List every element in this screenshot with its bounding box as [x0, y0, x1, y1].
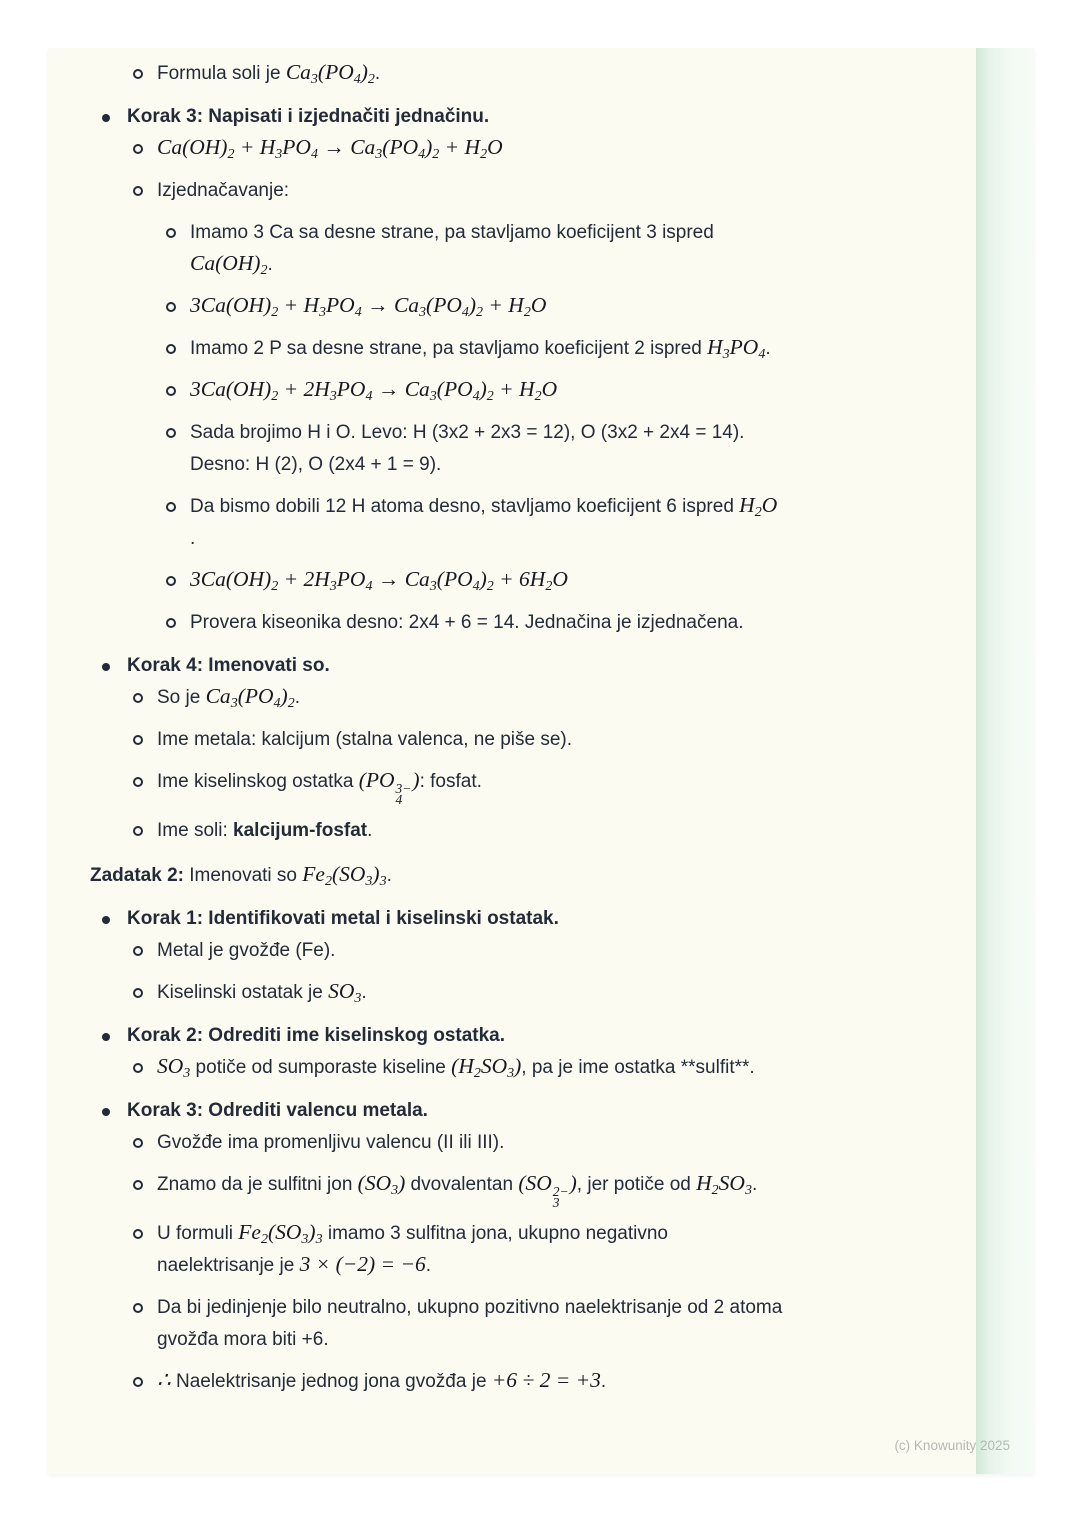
math-formula: $(H_2SO_3)$ [451, 1054, 522, 1081]
math-formula: $Fe_2(SO_3)_3$ [238, 1220, 323, 1247]
circle-bullet-icon [166, 502, 176, 512]
bold-text-run: Korak 4: Imenovati so. [127, 655, 330, 676]
stacked-sup-sub: 2− 3 [552, 1184, 569, 1210]
list-item-level-1 [48, 1020, 976, 1052]
list-item-level-3 [48, 217, 976, 281]
math-formula: $(SO_3)$ [357, 1171, 406, 1198]
math-formula: $Ca(OH)_2 + H_3PO_4 \to Ca_3(PO_4)_2 + H_2O$ [157, 135, 503, 162]
list-item-level-3 [48, 291, 976, 323]
list-item-level-1 [48, 1095, 976, 1127]
list-item-level-2 [48, 1169, 976, 1208]
list-item-level-3 [48, 333, 976, 365]
text-run: Znamo da je sulfitni jon [157, 1174, 358, 1195]
list-item-level-2 [48, 977, 976, 1009]
bullet-icon [102, 114, 110, 122]
list-item-level-2 [48, 133, 976, 165]
circle-bullet-icon [166, 618, 176, 628]
circle-bullet-icon [166, 228, 176, 238]
circle-bullet-icon [166, 344, 176, 354]
circle-bullet-icon [133, 1063, 143, 1073]
list-item-level-3 [48, 375, 976, 407]
math-formula: $H_2SO_3$ [696, 1171, 752, 1198]
circle-bullet-icon [133, 735, 143, 745]
text-run: . [361, 982, 367, 1003]
text-run: Ime kiselinskog ostatka [157, 771, 359, 792]
text-run: Kiselinski ostatak je [157, 982, 329, 1003]
text-run: . [751, 1174, 758, 1195]
text-run: Da bi jedinjenje bilo neutralno, ukupno pozitivno naelektrisanje od 2 atoma [157, 1297, 783, 1318]
math-formula: $Fe_2(SO_3)_3$ [302, 862, 387, 889]
text-run: Gvožđe ima promenljivu valencu (II ili III). [157, 1132, 505, 1153]
watermark-text: (c) Knowunity 2025 [894, 1438, 1010, 1453]
math-formula: ∴ [157, 1368, 171, 1392]
circle-bullet-icon [133, 1180, 143, 1190]
list-item-level-3 [48, 607, 976, 639]
page-accent-strip [976, 48, 1034, 1474]
text-run: potiče od sumporaste kiseline [190, 1057, 452, 1078]
text-run: Imenovati so [183, 865, 303, 886]
list-item-level-2 [48, 1052, 976, 1084]
text-run: , jer potiče od [576, 1174, 697, 1195]
bullet-icon [102, 916, 110, 924]
math-formula: $Ca(OH)_2$ [190, 251, 268, 278]
bullet-icon [102, 1108, 110, 1116]
text-run: . [386, 865, 392, 886]
math-formula: $Ca_3(PO_4)_2$ [285, 60, 375, 87]
text-run: Naelektrisanje jednog jona gvožđa je [170, 1371, 492, 1392]
math-formula: +6 ÷ 2 = +3 [491, 1368, 601, 1392]
text-run: U formuli [157, 1223, 239, 1244]
text-run: . [367, 820, 373, 841]
math-formula: 3 × (−2) = −6 [299, 1252, 426, 1276]
circle-bullet-icon [133, 69, 143, 79]
circle-bullet-icon [133, 1138, 143, 1148]
circle-bullet-icon [133, 777, 143, 787]
list-item-level-2 [48, 724, 976, 756]
math-formula: $Ca_3(PO_4)_2$ [205, 684, 295, 711]
list-item-level-3 [48, 417, 976, 481]
math-formula: $H_3PO_4$ [707, 335, 766, 362]
text-run: dvovalentan [405, 1174, 519, 1195]
text-run: . [294, 687, 300, 708]
circle-bullet-icon [166, 428, 176, 438]
text-run: Metal je gvožđe (Fe). [157, 940, 336, 961]
bold-text-run: Zadatak 2: [90, 865, 184, 886]
text-run: Imamo 3 Ca sa desne strane, pa stavljamo koeficijent 3 ispred [190, 222, 714, 243]
text-run: Provera kiseonika desno: 2x4 + 6 = 14. Jednačina je izjednačena. [190, 612, 744, 633]
list-item-level-3 [48, 491, 976, 555]
list-item-level-3 [48, 565, 976, 597]
math-formula: $SO_3$ [328, 979, 362, 1006]
bold-text-run: Korak 3: Odrediti valencu metala. [127, 1100, 428, 1121]
stacked-sup-sub: 3− 4 [395, 781, 412, 807]
text-run: Ime metala: kalcijum (stalna valenca, ne piše se). [157, 729, 573, 750]
text-run: . [600, 1371, 607, 1392]
circle-bullet-icon [133, 1229, 143, 1239]
text-run: , pa je ime ostatka **sulfit**. [521, 1057, 755, 1078]
text-run: So je [157, 687, 206, 708]
bold-text-run: kalcijum-fosfat [233, 820, 368, 841]
bold-text-run: Korak 2: Odrediti ime kiselinskog ostatka. [127, 1025, 506, 1046]
list-item-level-2 [48, 1218, 976, 1282]
math-formula: $SO_3$ [157, 1054, 191, 1081]
list-item-level-2 [48, 1366, 976, 1398]
document-content [48, 48, 976, 1408]
list-item-level-2 [48, 1127, 976, 1159]
text-run: . [374, 63, 381, 84]
list-item-level-2 [48, 58, 976, 90]
bullet-icon [102, 663, 110, 671]
circle-bullet-icon [133, 1377, 143, 1387]
list-item-level-1 [48, 101, 976, 133]
text-run: Sada brojimo H i O. Levo: H (3x2 + 2x3 = 12), O (3x2 + 2x4 = 14). [190, 422, 745, 443]
circle-bullet-icon [133, 988, 143, 998]
math-formula: $3Ca(OH)_2 + 2H_3PO_4 \to Ca_3(PO_4)_2 + 6H_2O$ [190, 567, 568, 594]
text-run: Ime soli: [157, 820, 234, 841]
circle-bullet-icon [166, 576, 176, 586]
math-formula: $3Ca(OH)_2 + H_3PO_4 \to Ca_3(PO_4)_2 + H_2O$ [190, 293, 547, 320]
bold-text-run: Korak 1: Identifikovati metal i kiselinski ostatak. [127, 908, 559, 929]
list-item-level-2 [48, 815, 976, 847]
list-item-level-2 [48, 766, 976, 805]
text-run: gvožđa mora biti +6. [157, 1329, 329, 1350]
circle-bullet-icon [166, 386, 176, 396]
text-run: . [267, 254, 273, 275]
document-page [48, 48, 1034, 1474]
circle-bullet-icon [133, 186, 143, 196]
text-run: imamo 3 sulfitna jona, ukupno negativno [322, 1223, 668, 1244]
bold-text-run: Korak 3: Napisati i izjednačiti jednačinu. [127, 106, 490, 127]
text-run: . [190, 528, 196, 549]
text-run: . [425, 1255, 431, 1276]
paragraph [48, 860, 976, 892]
text-run: Imamo 2 P sa desne strane, pa stavljamo koeficijent 2 ispred [190, 338, 708, 359]
text-run: Desno: H (2), O (2x4 + 1 = 9). [190, 454, 442, 475]
bullet-icon [102, 1033, 110, 1041]
text-run: . [765, 338, 771, 359]
math-formula: $H_2O$ [739, 493, 778, 520]
circle-bullet-icon [133, 693, 143, 703]
list-item-level-2 [48, 175, 976, 207]
text-run: naelektrisanje je [157, 1255, 300, 1276]
text-run: : fosfat. [419, 771, 482, 792]
math-formula: (PO 3− 4 ) [358, 768, 420, 807]
list-item-level-2 [48, 935, 976, 967]
circle-bullet-icon [133, 1303, 143, 1313]
list-item-level-1 [48, 903, 976, 935]
text-run: Izjednačavanje: [157, 180, 290, 201]
list-item-level-2 [48, 1292, 976, 1356]
circle-bullet-icon [133, 826, 143, 836]
circle-bullet-icon [133, 946, 143, 956]
circle-bullet-icon [133, 144, 143, 154]
list-item-level-1 [48, 650, 976, 682]
math-formula: $3Ca(OH)_2 + 2H_3PO_4 \to Ca_3(PO_4)_2 + H_2O$ [190, 377, 558, 404]
text-run: Formula soli je [157, 63, 286, 84]
math-formula: (SO 2− 3 ) [518, 1171, 577, 1210]
text-run: Da bismo dobili 12 H atoma desno, stavljamo koeficijent 6 ispred [190, 496, 740, 517]
circle-bullet-icon [166, 302, 176, 312]
list-item-level-2 [48, 682, 976, 714]
